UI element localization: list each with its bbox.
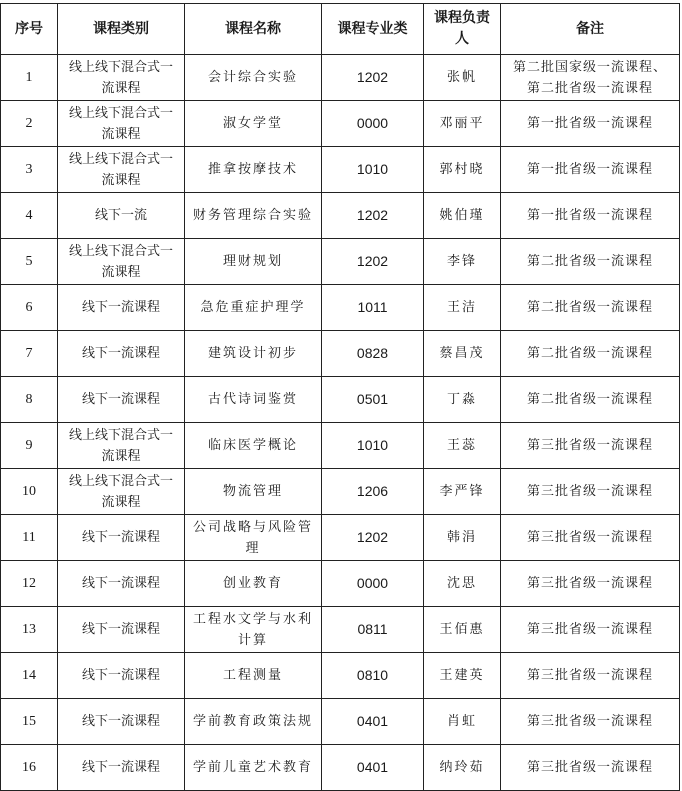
cell-owner: 邓丽平 — [424, 101, 501, 147]
cell-note: 第二批省级一流课程 — [501, 377, 680, 423]
cell-name: 古代诗词鉴赏 — [185, 377, 322, 423]
cell-major-code: 0810 — [322, 653, 424, 699]
cell-owner: 王洁 — [424, 285, 501, 331]
cell-no: 15 — [1, 699, 58, 745]
cell-major-code: 0811 — [322, 607, 424, 653]
cell-note: 第三批省级一流课程 — [501, 699, 680, 745]
cell-note: 第一批省级一流课程 — [501, 193, 680, 239]
header-category: 课程类别 — [58, 4, 185, 55]
cell-major-code: 1202 — [322, 515, 424, 561]
cell-owner: 丁淼 — [424, 377, 501, 423]
cell-no: 9 — [1, 423, 58, 469]
header-no: 序号 — [1, 4, 58, 55]
cell-note: 第二批省级一流课程 — [501, 285, 680, 331]
cell-no: 8 — [1, 377, 58, 423]
cell-name: 淑女学堂 — [185, 101, 322, 147]
table-row — [1, 469, 680, 515]
cell-owner: 王蕊 — [424, 423, 501, 469]
cell-note: 第三批省级一流课程 — [501, 745, 680, 791]
header-row — [1, 4, 680, 55]
cell-major-code: 1202 — [322, 193, 424, 239]
table-row — [1, 423, 680, 469]
cell-note: 第三批省级一流课程 — [501, 469, 680, 515]
cell-note: 第三批省级一流课程 — [501, 423, 680, 469]
cell-name: 临床医学概论 — [185, 423, 322, 469]
table-row — [1, 101, 680, 147]
cell-category: 线上线下混合式一流课程 — [58, 101, 185, 147]
cell-no: 5 — [1, 239, 58, 285]
cell-category: 线上线下混合式一流课程 — [58, 423, 185, 469]
table-row — [1, 653, 680, 699]
header-note: 备注 — [501, 4, 680, 55]
cell-major-code: 0401 — [322, 745, 424, 791]
cell-note: 第三批省级一流课程 — [501, 515, 680, 561]
table-row — [1, 561, 680, 607]
table-row — [1, 515, 680, 561]
table-row — [1, 331, 680, 377]
cell-name: 创业教育 — [185, 561, 322, 607]
cell-category: 线下一流课程 — [58, 699, 185, 745]
cell-note: 第二批国家级一流课程、第二批省级一流课程 — [501, 55, 680, 101]
cell-no: 12 — [1, 561, 58, 607]
cell-note: 第二批省级一流课程 — [501, 331, 680, 377]
cell-no: 13 — [1, 607, 58, 653]
cell-name: 公司战略与风险管理 — [185, 515, 322, 561]
cell-note: 第一批省级一流课程 — [501, 147, 680, 193]
cell-name: 建筑设计初步 — [185, 331, 322, 377]
table-row — [1, 377, 680, 423]
table-row — [1, 285, 680, 331]
cell-name: 急危重症护理学 — [185, 285, 322, 331]
cell-owner: 王建英 — [424, 653, 501, 699]
header-major-code: 课程专业类 — [322, 4, 424, 55]
table-row — [1, 55, 680, 101]
cell-no: 6 — [1, 285, 58, 331]
cell-owner: 郭村晓 — [424, 147, 501, 193]
header-name: 课程名称 — [185, 4, 322, 55]
cell-note: 第一批省级一流课程 — [501, 101, 680, 147]
cell-name: 学前教育政策法规 — [185, 699, 322, 745]
cell-no: 3 — [1, 147, 58, 193]
cell-note: 第三批省级一流课程 — [501, 607, 680, 653]
cell-name: 工程测量 — [185, 653, 322, 699]
cell-major-code: 1206 — [322, 469, 424, 515]
cell-owner: 沈思 — [424, 561, 501, 607]
cell-no: 14 — [1, 653, 58, 699]
table-row — [1, 147, 680, 193]
cell-category: 线下一流 — [58, 193, 185, 239]
cell-major-code: 0401 — [322, 699, 424, 745]
cell-category: 线上线下混合式一流课程 — [58, 55, 185, 101]
cell-name: 工程水文学与水利计算 — [185, 607, 322, 653]
cell-owner: 韩涓 — [424, 515, 501, 561]
cell-owner: 蔡昌茂 — [424, 331, 501, 377]
cell-no: 4 — [1, 193, 58, 239]
cell-category: 线上线下混合式一流课程 — [58, 147, 185, 193]
cell-major-code: 0501 — [322, 377, 424, 423]
courses-table — [0, 3, 680, 791]
cell-category: 线上线下混合式一流课程 — [58, 239, 185, 285]
cell-no: 7 — [1, 331, 58, 377]
cell-owner: 王佰惠 — [424, 607, 501, 653]
cell-owner: 纳玲茹 — [424, 745, 501, 791]
cell-no: 10 — [1, 469, 58, 515]
cell-category: 线下一流课程 — [58, 561, 185, 607]
table-row — [1, 745, 680, 791]
cell-name: 推拿按摩技术 — [185, 147, 322, 193]
cell-major-code: 0000 — [322, 101, 424, 147]
cell-owner: 肖虹 — [424, 699, 501, 745]
cell-note: 第三批省级一流课程 — [501, 561, 680, 607]
cell-note: 第三批省级一流课程 — [501, 653, 680, 699]
cell-category: 线下一流课程 — [58, 653, 185, 699]
cell-category: 线下一流课程 — [58, 377, 185, 423]
cell-category: 线下一流课程 — [58, 607, 185, 653]
cell-name: 会计综合实验 — [185, 55, 322, 101]
cell-category: 线下一流课程 — [58, 515, 185, 561]
cell-owner: 李严锋 — [424, 469, 501, 515]
cell-name: 物流管理 — [185, 469, 322, 515]
cell-name: 学前儿童艺术教育 — [185, 745, 322, 791]
cell-category: 线下一流课程 — [58, 745, 185, 791]
table-row — [1, 193, 680, 239]
header-owner: 课程负责人 — [424, 4, 501, 55]
cell-major-code: 1010 — [322, 423, 424, 469]
cell-major-code: 0000 — [322, 561, 424, 607]
cell-category: 线下一流课程 — [58, 331, 185, 377]
cell-owner: 李锋 — [424, 239, 501, 285]
cell-no: 1 — [1, 55, 58, 101]
table-row — [1, 239, 680, 285]
table-row — [1, 607, 680, 653]
cell-category: 线下一流课程 — [58, 285, 185, 331]
cell-name: 财务管理综合实验 — [185, 193, 322, 239]
cell-category: 线上线下混合式一流课程 — [58, 469, 185, 515]
cell-no: 2 — [1, 101, 58, 147]
cell-major-code: 1011 — [322, 285, 424, 331]
cell-no: 11 — [1, 515, 58, 561]
cell-major-code: 1202 — [322, 55, 424, 101]
cell-no: 16 — [1, 745, 58, 791]
table-row — [1, 699, 680, 745]
cell-note: 第二批省级一流课程 — [501, 239, 680, 285]
cell-major-code: 1202 — [322, 239, 424, 285]
cell-name: 理财规划 — [185, 239, 322, 285]
cell-owner: 姚伯瑾 — [424, 193, 501, 239]
cell-major-code: 0828 — [322, 331, 424, 377]
cell-owner: 张帆 — [424, 55, 501, 101]
cell-major-code: 1010 — [322, 147, 424, 193]
